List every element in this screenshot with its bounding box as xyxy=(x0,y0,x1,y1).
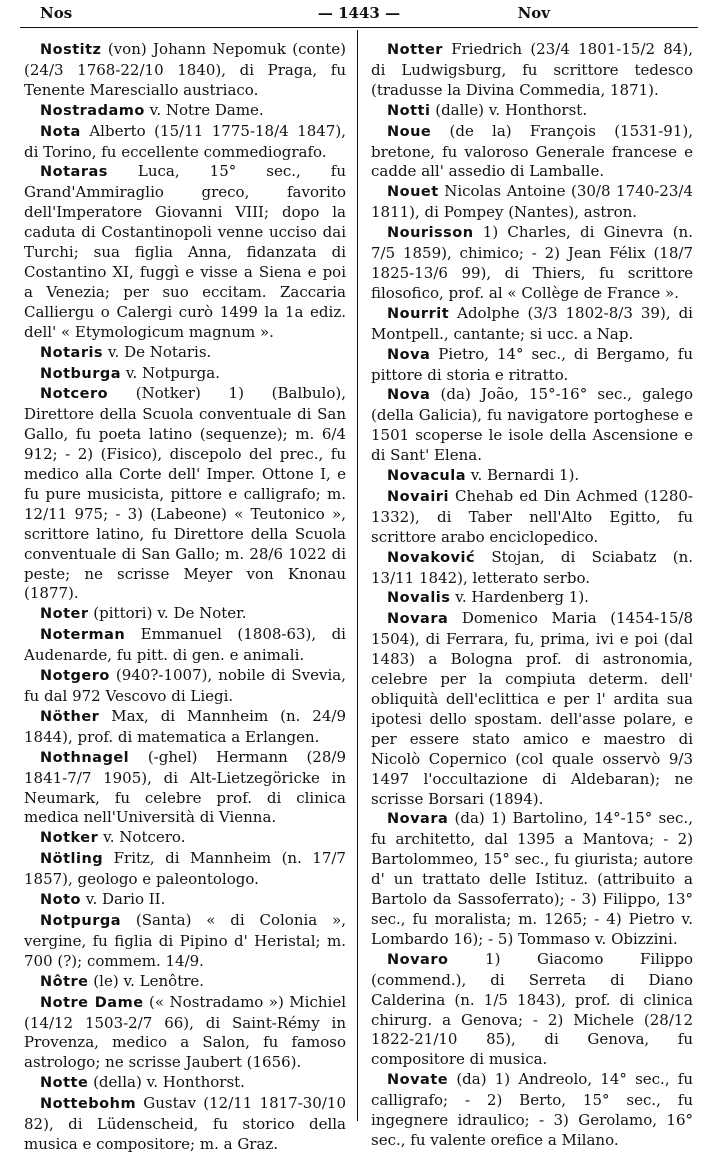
headword: Notaris xyxy=(40,344,104,361)
headword: Notgero xyxy=(40,668,110,685)
headword: Notpurga xyxy=(40,912,122,929)
headword: Novalis xyxy=(387,590,451,607)
entry-text: Friedrich (23/4 1801-15/2 84), di Ludwigsburg, fu scrittore tedesco (tradusse la Divina Commedia, 1871). xyxy=(371,40,693,99)
entry-text: Nicolas Antoine (30/8 1740-23/4 1811), di Pompey (Nantes), astron. xyxy=(371,182,693,222)
headword: Nova xyxy=(387,346,431,363)
entry-text: (von) Johann Nepomuk (conte) (24/3 1768-22/10 1840), di Praga, fu Tenente Maresciallo austriaco. xyxy=(24,40,346,99)
entry-text: Luca, 15° sec., fu Grand'Ammiraglio greco, favorito dell'Imperatore Giovanni VIII; dopo la caduta di Costantinopoli venne ucciso dai Turchi; sua figlia Anna, fidanzata di Costantino XI, fuggì e visse a Siena e poi a Venezia; per suo eccitam. Zaccaria Calliergu o Calergi curò 1499 la 1a ediz. dell' « Etymologicum magnum ». xyxy=(24,162,346,341)
entry xyxy=(371,609,693,809)
entry xyxy=(371,223,693,304)
headword: Notti xyxy=(387,102,431,119)
entry-text: (« Nostradamo ») Michiel (14/12 1503-2/7 66), di Saint-Rémy in Provenza, medico a Salon, fu famoso astrologo; ne scrisse Jaubert (1656). xyxy=(24,992,346,1072)
entry-text: Fritz, di Mannheim (n. 17/7 1857), geologo e paleontologo. xyxy=(24,849,346,889)
entry xyxy=(371,40,693,101)
entry-text: 1) Charles, di Ginevra (n. 7/5 1859), chimico; - 2) Jean Félix (18/7 1825-13/6 99), di Thiers, fu scrittore filosofico, prof. al « Collège de France ». xyxy=(371,223,693,302)
header-right-keyword: Nov xyxy=(517,4,550,22)
headword: Nouet xyxy=(387,184,439,201)
entry-text: 1) Giacomo Filippo (commend.), di Serreta di Diano Calderina (n. 1/5 1843), prof. di clinica chirurg. a Genova; - 2) Michele (28/12 1822-21/10 85), di Genova, fu compositore di musica. xyxy=(371,949,693,1069)
headword: Noto xyxy=(40,892,81,909)
column-divider xyxy=(357,30,358,1121)
entry-text: (pittori) v. De Noter. xyxy=(93,604,247,623)
headword: Nottebohm xyxy=(40,1096,137,1113)
entry-text: Adolphe (3/3 1802-8/3 39), di Montpell., cantante; si ucc. a Nap. xyxy=(371,303,693,343)
entry xyxy=(24,707,346,748)
page-number: — 1443 — xyxy=(317,4,401,22)
entry xyxy=(371,182,693,223)
headword: Novate xyxy=(387,1072,449,1089)
entry-text: (de la) François (1531-91), bretone, fu valoroso Generale francese e cadde all' assedio di Lamballe. xyxy=(371,121,693,181)
entry-text: Alberto (15/11 1775-18/4 1847), di Torino, fu eccellente commediografo. xyxy=(24,121,346,161)
headword: Novara xyxy=(387,611,449,628)
entry xyxy=(24,972,346,993)
entry xyxy=(24,604,346,625)
entry xyxy=(371,950,693,1070)
entry xyxy=(371,101,693,122)
entry-text: v. Hardenberg 1). xyxy=(455,588,589,607)
headword: Notre Dame xyxy=(40,994,144,1011)
entry xyxy=(24,849,346,890)
entry xyxy=(24,122,346,163)
entry xyxy=(371,304,693,345)
entry xyxy=(24,890,346,911)
entry-text: Gustav (12/11 1817-30/10 82), di Lüdenscheid, fu storico della musica e compositore; m. a Graz. xyxy=(24,1094,346,1153)
entry-text: v. Dario II. xyxy=(85,890,166,909)
entry xyxy=(371,487,693,548)
entry xyxy=(24,162,346,342)
entry xyxy=(371,122,693,183)
headword: Notter xyxy=(387,42,443,58)
entry-text: (della) v. Honthorst. xyxy=(93,1073,245,1092)
headword: Notte xyxy=(40,1075,89,1092)
entry xyxy=(371,385,693,466)
entry-text: (da) João, 15°-16° sec., galego (della Galicia), fu navigatore portoghese e 1501 scoperse le isole della Ascensione e di Sant' Elena. xyxy=(371,385,693,465)
entry xyxy=(24,101,346,122)
entry-text: Emmanuel (1808-63), di Audenarde, fu pitt. di gen. e animali. xyxy=(24,625,346,665)
headword: Novaković xyxy=(387,549,476,566)
entry xyxy=(371,345,693,386)
entry-text: Stojan, di Sciabatz (n. 13/11 1842), letterato serbo. xyxy=(371,547,693,587)
right-column xyxy=(371,40,693,1151)
entry-text: (940?-1007), nobile di Svevia, fu dal 972 Vescovo di Liegi. xyxy=(24,666,346,705)
entry-text: v. Notpurga. xyxy=(125,363,220,382)
entry-text: Domenico Maria (1454-15/8 1504), di Ferrara, fu, prima, ivi e poi (dal 1483) a Bologna prof. di astronomia, celebre per la compiuta determ. dell' obliquità dell'eclittica e per l' ardita sua ipotesi dello spostam. dell'asse polare, e per essere stato amico e maestro di Nicolò Copernico (col quale osservò 9/3 1497 l'occultazione di Aldebaran); ne scrisse Borsari (1894). xyxy=(371,609,693,808)
entry-text: (-ghel) Hermann (28/9 1841-7/7 1905), di Alt-Lietzegöricke in Neumark, fu celebre prof. di clinica medica nell'Università di Vienna. xyxy=(24,747,346,827)
entry-text: (da) 1) Andreolo, 14° sec., fu calligrafo; - 2) Berto, 15° sec., fu ingegnere idraulico; - 3) Gerolamo, 16° sec., fu valente orefice a Milano. xyxy=(371,1070,693,1149)
headword: Noterman xyxy=(40,627,126,644)
page-header xyxy=(0,0,718,30)
entry xyxy=(371,588,693,609)
headword: Nothnagel xyxy=(40,749,130,766)
headword: Nova xyxy=(387,387,431,404)
entry xyxy=(24,364,346,385)
entry-text: (le) v. Lenôtre. xyxy=(93,971,205,990)
entry-text: v. Notcero. xyxy=(103,828,186,847)
entry xyxy=(24,384,346,604)
entry-text: v. Bernardi 1). xyxy=(470,466,580,485)
headword: Novacula xyxy=(387,468,467,485)
entry-text: Max, di Mannheim (n. 24/9 1844), prof. di matematica a Erlangen. xyxy=(24,706,346,746)
entry xyxy=(24,911,346,972)
headword: Notburga xyxy=(40,365,122,382)
headword: Nostradamo xyxy=(40,102,145,119)
entry xyxy=(24,828,346,849)
headword: Nostitz xyxy=(40,42,102,58)
headword: Nôtre xyxy=(40,973,89,990)
headword: Nourrit xyxy=(387,305,450,322)
headword: Noue xyxy=(387,123,432,140)
headword: Nota xyxy=(40,123,81,140)
entry xyxy=(24,343,346,364)
entry-text: (Santa) « di Colonia », vergine, fu figlia di Pipino d' Heristal; m. 700 (?); commem. 14/9. xyxy=(24,910,346,970)
entry-text: v. Notre Dame. xyxy=(149,100,264,119)
entry xyxy=(371,466,693,487)
headword: Notaras xyxy=(40,164,108,181)
entry-text: (Notker) 1) (Balbulo), Direttore della Scuola conventuale di San Gallo, fu poeta latino (sequenze); m. 6/4 912; - 2) (Fisico), discepolo del prec., fu medico alla Corte dell' Imper. Ottone I, e fu pure musicista, pittore e calligrafo; m. 12/11 975; - 3) (Labeone) « Teutonico », scrittore latino, fu Direttore della Scuola conventuale di San Gallo; m. 28/6 1022 di peste; ne scrisse Meyer von Knonau (1877). xyxy=(24,384,346,603)
headword: Novaro xyxy=(387,951,449,968)
entry xyxy=(24,1094,346,1155)
entry xyxy=(24,40,346,101)
headword: Noter xyxy=(40,606,89,623)
headword: Notker xyxy=(40,830,99,847)
entry xyxy=(371,1070,693,1151)
headword: Notcero xyxy=(40,386,109,403)
entry xyxy=(371,809,693,949)
entry xyxy=(24,1073,346,1094)
entry xyxy=(24,748,346,829)
headword: Novara xyxy=(387,811,449,828)
entry-text: (dalle) v. Honthorst. xyxy=(435,100,588,119)
entry-text: (da) 1) Bartolino, 14°-15° sec., fu architetto, dal 1395 a Mantova; - 2) Bartolommeo, 15° sec., fu giurista; autore d' un trattato delle Istituz. (attribuito a Bartolo da Sassoferrato); - 3) Filippo, 13° sec., fu moralista; m. 1265; - 4) Pietro v. Lombardo 16); - 5) Tommaso v. Obizzini. xyxy=(371,809,693,948)
entry-text: Chehab ed Din Achmed (1280-1332), di Taber nell'Alto Egitto, fu scrittore arabo enciclopedico. xyxy=(371,486,693,546)
headword: Novairi xyxy=(387,488,449,505)
headword: Nöther xyxy=(40,708,100,725)
entry xyxy=(371,548,693,589)
entry-text: v. De Notaris. xyxy=(107,342,212,361)
header-left-keyword: Nos xyxy=(40,4,73,22)
header-rule xyxy=(20,27,698,28)
entry xyxy=(24,993,346,1074)
headword: Nötling xyxy=(40,851,104,868)
left-column xyxy=(24,40,346,1155)
headword: Nourisson xyxy=(387,225,474,242)
entry-text: Pietro, 14° sec., di Bergamo, fu pittore di storia e ritratto. xyxy=(371,344,693,384)
entry xyxy=(24,666,346,707)
entry xyxy=(24,625,346,666)
